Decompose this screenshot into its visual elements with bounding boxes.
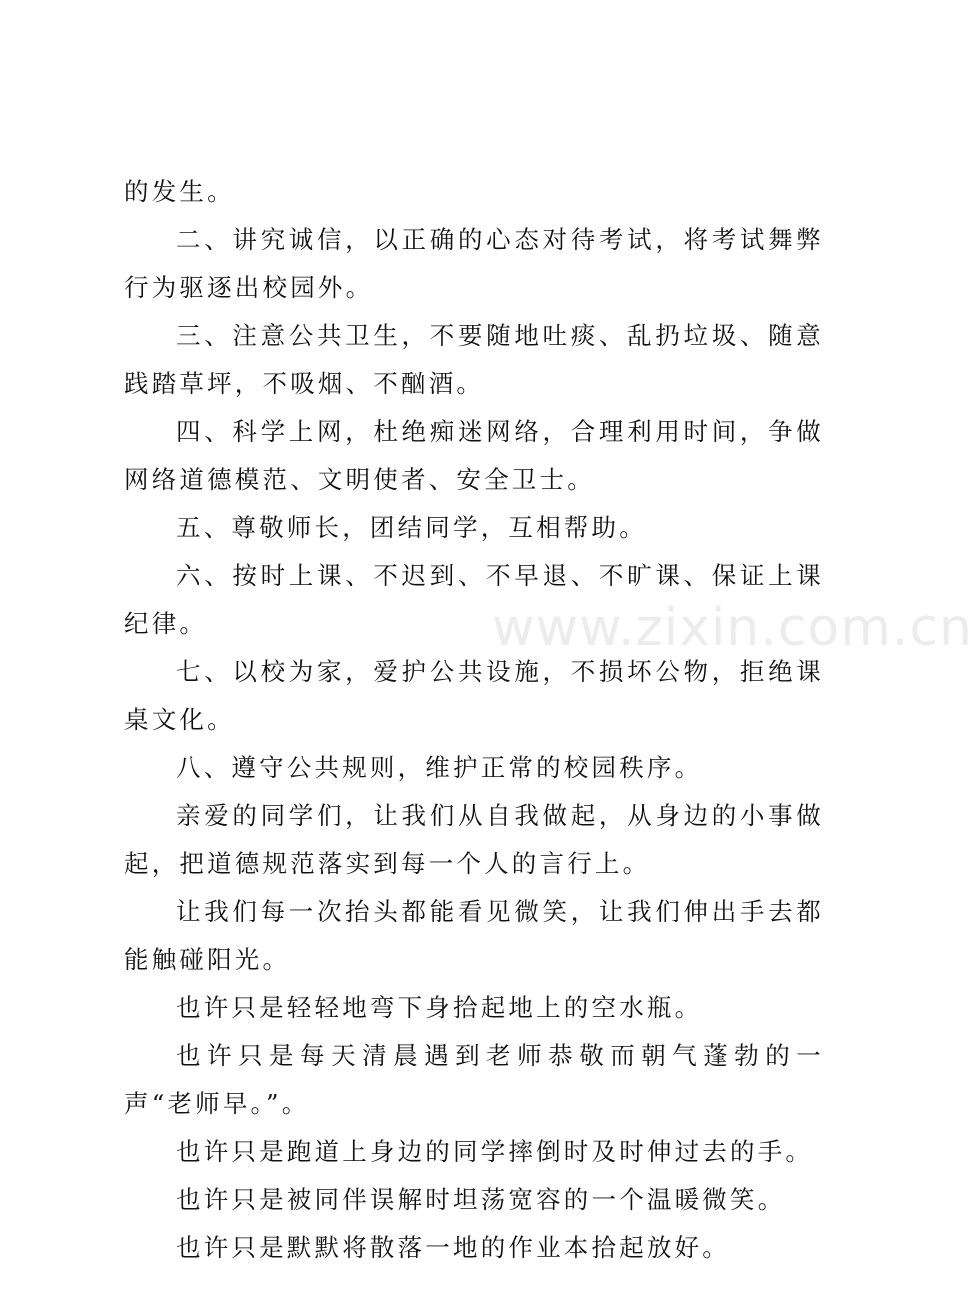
watermark: www.zixin.com.cn bbox=[492, 598, 973, 658]
paragraph-smile: 让我们每一次抬头都能看见微笑，让我们伸出手去都能触碰阳光。 bbox=[124, 897, 824, 974]
document-body bbox=[124, 168, 824, 1272]
paragraph-rule-4: 四、科学上网，杜绝痴迷网络，合理利用时间，争做网络道德模范、文明使者、安全卫士。 bbox=[124, 417, 824, 494]
paragraph-continuation: 的发生。 bbox=[124, 177, 235, 206]
paragraph-maybe-3: 也许只是跑道上身边的同学摔倒时及时伸过去的手。 bbox=[176, 1137, 814, 1166]
paragraph-rule-7: 七、以校为家，爱护公共设施，不损坏公物，拒绝课桌文化。 bbox=[124, 657, 824, 734]
paragraph-maybe-1: 也许只是轻轻地弯下身拾起地上的空水瓶。 bbox=[176, 993, 703, 1022]
paragraph-maybe-5: 也许只是默默将散落一地的作业本拾起放好。 bbox=[176, 1233, 730, 1262]
paragraph-rule-2: 二、讲究诚信，以正确的心态对待考试，将考试舞弊行为驱逐出校园外。 bbox=[124, 225, 824, 302]
paragraph-appeal: 亲爱的同学们，让我们从自我做起，从身边的小事做起，把道德规范落实到每一个人的言行上。 bbox=[124, 801, 824, 878]
paragraph-maybe-2: 也许只是每天清晨遇到老师恭敬而朝气蓬勃的一声“老师早。”。 bbox=[124, 1041, 824, 1118]
paragraph-rule-5: 五、尊敬师长，团结同学，互相帮助。 bbox=[176, 513, 647, 542]
paragraph-maybe-4: 也许只是被同伴误解时坦荡宽容的一个温暖微笑。 bbox=[176, 1185, 786, 1214]
paragraph-rule-8: 八、遵守公共规则，维护正常的校园秩序。 bbox=[176, 753, 703, 782]
paragraph-rule-6: 六、按时上课、不迟到、不早退、不旷课、保证上课纪律。 bbox=[124, 561, 824, 638]
paragraph-rule-3: 三、注意公共卫生，不要随地吐痰、乱扔垃圾、随意践踏草坪，不吸烟、不酗酒。 bbox=[124, 321, 824, 398]
